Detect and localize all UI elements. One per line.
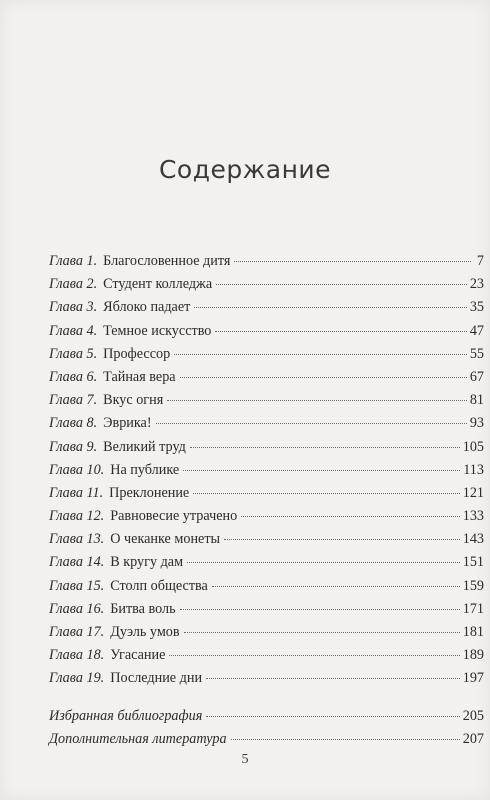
chapter-page-number: 133 — [462, 508, 484, 525]
chapter-page-number: 143 — [462, 531, 484, 548]
chapter-title: О чеканке монеты — [110, 531, 221, 548]
chapter-label: Глава 15. — [49, 577, 105, 594]
chapter-page-number: 197 — [462, 670, 484, 687]
chapter-label: Глава 12. — [49, 508, 105, 525]
chapter-page-number: 55 — [469, 345, 484, 362]
chapter-title: Преклонение — [109, 484, 190, 501]
chapter-page-number: 35 — [469, 299, 484, 316]
chapter-page-number: 151 — [462, 554, 484, 571]
chapter-title: Столп общества — [110, 577, 208, 594]
chapter-label: Глава 13. — [49, 531, 105, 548]
chapter-title: Студент колледжа — [103, 276, 213, 293]
chapter-page-number: 7 — [476, 253, 484, 269]
toc-entry — [49, 575, 484, 598]
toc-entry — [49, 644, 484, 667]
page-number: 5 — [241, 752, 249, 767]
chapter-page-number: 159 — [462, 577, 484, 594]
dot-leader — [206, 704, 459, 717]
chapter-title: Последние дни — [110, 670, 203, 687]
dot-leader — [215, 319, 466, 332]
chapter-title: В кругу дам — [110, 554, 184, 571]
dot-leader — [169, 643, 459, 656]
chapter-title: Темное искусство — [103, 322, 212, 339]
chapter-label: Глава 4. — [49, 322, 98, 339]
chapter-page-number: 67 — [469, 368, 484, 385]
extra-page-number: 205 — [462, 707, 484, 724]
toc-entry — [49, 482, 484, 505]
toc-entry — [49, 320, 484, 343]
dot-leader — [206, 666, 460, 679]
toc-entry — [49, 505, 484, 528]
dot-leader — [231, 727, 460, 740]
chapter-label: Глава 10. — [49, 461, 105, 478]
chapter-title: Тайная вера — [103, 368, 176, 385]
dot-leader — [174, 342, 467, 355]
chapter-label: Глава 19. — [49, 670, 105, 687]
toc-entry — [49, 412, 484, 435]
chapter-label: Глава 16. — [49, 600, 105, 617]
dot-leader — [224, 527, 460, 540]
extra-label: Дополнительная литература — [49, 731, 227, 748]
chapter-label: Глава 7. — [49, 392, 98, 409]
chapter-title: Великий труд — [103, 438, 186, 455]
toc-entry-extra — [49, 705, 484, 729]
chapter-page-number: 81 — [469, 392, 484, 409]
chapter-title: Битва воль — [110, 600, 176, 617]
dot-leader — [183, 458, 460, 471]
chapter-page-number: 189 — [462, 647, 484, 664]
chapter-title: Яблоко падает — [103, 299, 191, 316]
chapter-label: Глава 6. — [49, 368, 98, 385]
toc-entry — [49, 528, 484, 551]
dot-leader — [187, 550, 460, 563]
chapter-label: Глава 8. — [49, 415, 98, 432]
chapter-label: Глава 17. — [49, 624, 105, 640]
extra-label: Избранная библиография — [49, 707, 203, 724]
chapter-page-number: 181 — [462, 624, 484, 640]
dot-leader — [180, 597, 460, 610]
chapter-label: Глава 5. — [49, 345, 98, 362]
chapter-page-number: 93 — [469, 415, 484, 432]
dot-leader — [167, 388, 467, 401]
chapter-page-number: 23 — [469, 276, 484, 293]
toc-entry — [49, 296, 484, 319]
chapter-label: Глава 14. — [49, 554, 105, 571]
chapter-title: Дуэль умов — [110, 624, 180, 640]
chapter-page-number: 121 — [462, 484, 484, 501]
toc-entry — [49, 389, 484, 412]
toc-entry — [49, 621, 484, 644]
dot-leader — [234, 249, 471, 262]
chapter-page-number: 105 — [462, 438, 484, 455]
dot-leader — [241, 504, 460, 517]
dot-leader — [216, 272, 467, 285]
dot-leader — [180, 365, 467, 378]
dot-leader — [212, 574, 460, 587]
toc-entry — [49, 667, 484, 690]
chapter-label: Глава 3. — [49, 299, 98, 316]
dot-leader — [194, 295, 466, 308]
toc-entry — [49, 459, 484, 482]
toc-entry — [49, 436, 484, 459]
chapter-page-number: 113 — [463, 461, 484, 478]
toc-entry — [49, 343, 484, 366]
dot-leader — [156, 411, 467, 424]
chapter-title: Профессор — [103, 345, 171, 362]
chapter-list — [49, 250, 484, 691]
appendix-list — [49, 705, 484, 752]
dot-leader — [190, 435, 460, 448]
chapter-label: Глава 11. — [49, 484, 104, 501]
toc-entry — [49, 598, 484, 621]
toc-entry — [49, 250, 484, 273]
dot-leader — [184, 620, 460, 633]
chapter-label: Глава 9. — [49, 438, 98, 455]
chapter-title: На публике — [110, 461, 180, 478]
toc-entry-extra — [49, 728, 484, 752]
chapter-label: Глава 2. — [49, 276, 98, 293]
chapter-title: Равновесие утрачено — [110, 508, 238, 525]
dot-leader — [193, 481, 459, 494]
chapter-page-number: 171 — [462, 600, 484, 617]
chapter-label: Глава 18. — [49, 647, 105, 664]
extra-page-number: 207 — [462, 731, 484, 748]
toc-entry — [49, 366, 484, 389]
toc-entry — [49, 273, 484, 296]
chapter-title: Эврика! — [103, 415, 152, 432]
table-of-contents — [49, 250, 484, 752]
chapter-title: Вкус огня — [103, 392, 164, 409]
toc-entry — [49, 551, 484, 574]
page-title: Содержание — [158, 155, 332, 184]
chapter-title: Угасание — [110, 647, 166, 664]
chapter-page-number: 47 — [469, 322, 484, 339]
chapter-title: Благословенное дитя — [103, 253, 231, 269]
chapter-label: Глава 1. — [49, 253, 98, 269]
